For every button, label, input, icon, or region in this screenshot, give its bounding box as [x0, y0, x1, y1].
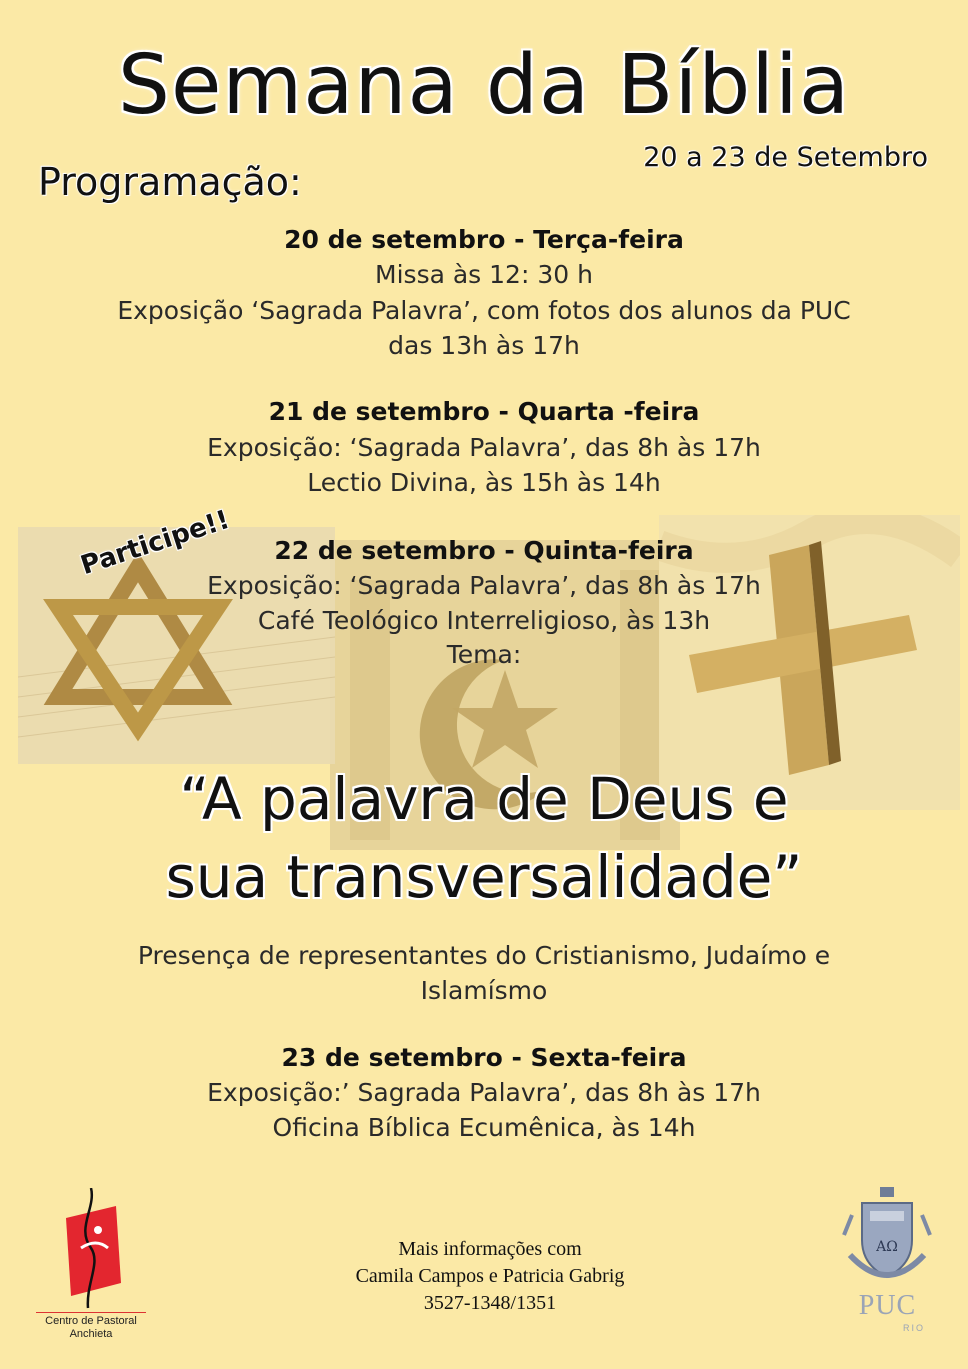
- day-3-line-3: Tema:: [446, 640, 522, 669]
- day-2-line-1: Exposição: ‘Sagrada Palavra’, das 8h às 17h: [207, 433, 761, 462]
- day-4-line-2: Oficina Bíblica Ecumênica, às 14h: [272, 1113, 696, 1142]
- svg-text:AΩ: AΩ: [876, 1239, 898, 1255]
- page-title: Semana da Bíblia: [117, 38, 851, 133]
- contact-line-1: Mais informações com: [398, 1238, 582, 1260]
- day-4-heading: 23 de setembro - Sexta-feira: [281, 1043, 687, 1072]
- programacao-heading: Programação:: [38, 160, 302, 204]
- theme-line-1: “A palavra de Deus e: [179, 765, 789, 833]
- presence-line-1: Presença de representantes do Cristianismo, Judaímo e: [137, 941, 831, 970]
- contact-info: [280, 1236, 700, 1317]
- day-1-line-3: das 13h às 17h: [388, 331, 580, 360]
- pastoral-label-line-1: Centro de Pastoral: [45, 1315, 137, 1327]
- pastoral-anchieta-label: [36, 1312, 146, 1341]
- participe-label: Participe!!: [77, 504, 234, 582]
- presence-line-2: Islamísmo: [420, 976, 548, 1005]
- day-2-heading: 21 de setembro - Quarta -feira: [268, 397, 700, 426]
- puc-label: PUC: [858, 1290, 917, 1321]
- pastoral-label-line-2: Anchieta: [69, 1328, 113, 1340]
- day-3-line-2: Café Teológico Interreligioso, às 13h: [257, 606, 711, 635]
- day-1-line-1: Missa às 12: 30 h: [375, 260, 593, 289]
- contact-line-2: Camila Campos e Patricia Gabrig: [355, 1265, 625, 1287]
- day-3-heading: 22 de setembro - Quinta-feira: [274, 536, 694, 565]
- theme-line-2: sua transversalidade”: [165, 843, 803, 911]
- event-dates: 20 a 23 de Setembro: [643, 142, 928, 173]
- day-4-line-1: Exposição:’ Sagrada Palavra’, das 8h às 17h: [207, 1078, 761, 1107]
- puc-rio-crest-icon: [842, 1185, 932, 1305]
- day-3-line-1: Exposição: ‘Sagrada Palavra’, das 8h às 17h: [207, 571, 761, 600]
- contact-phone: 3527-1348/1351: [423, 1292, 557, 1314]
- day-2-line-2: Lectio Divina, às 15h às 14h: [307, 468, 661, 497]
- day-1-line-2: Exposição ‘Sagrada Palavra’, com fotos dos alunos da PUC: [117, 296, 851, 325]
- day-1-heading: 20 de setembro - Terça-feira: [284, 225, 684, 254]
- rio-label: RIO: [902, 1323, 925, 1333]
